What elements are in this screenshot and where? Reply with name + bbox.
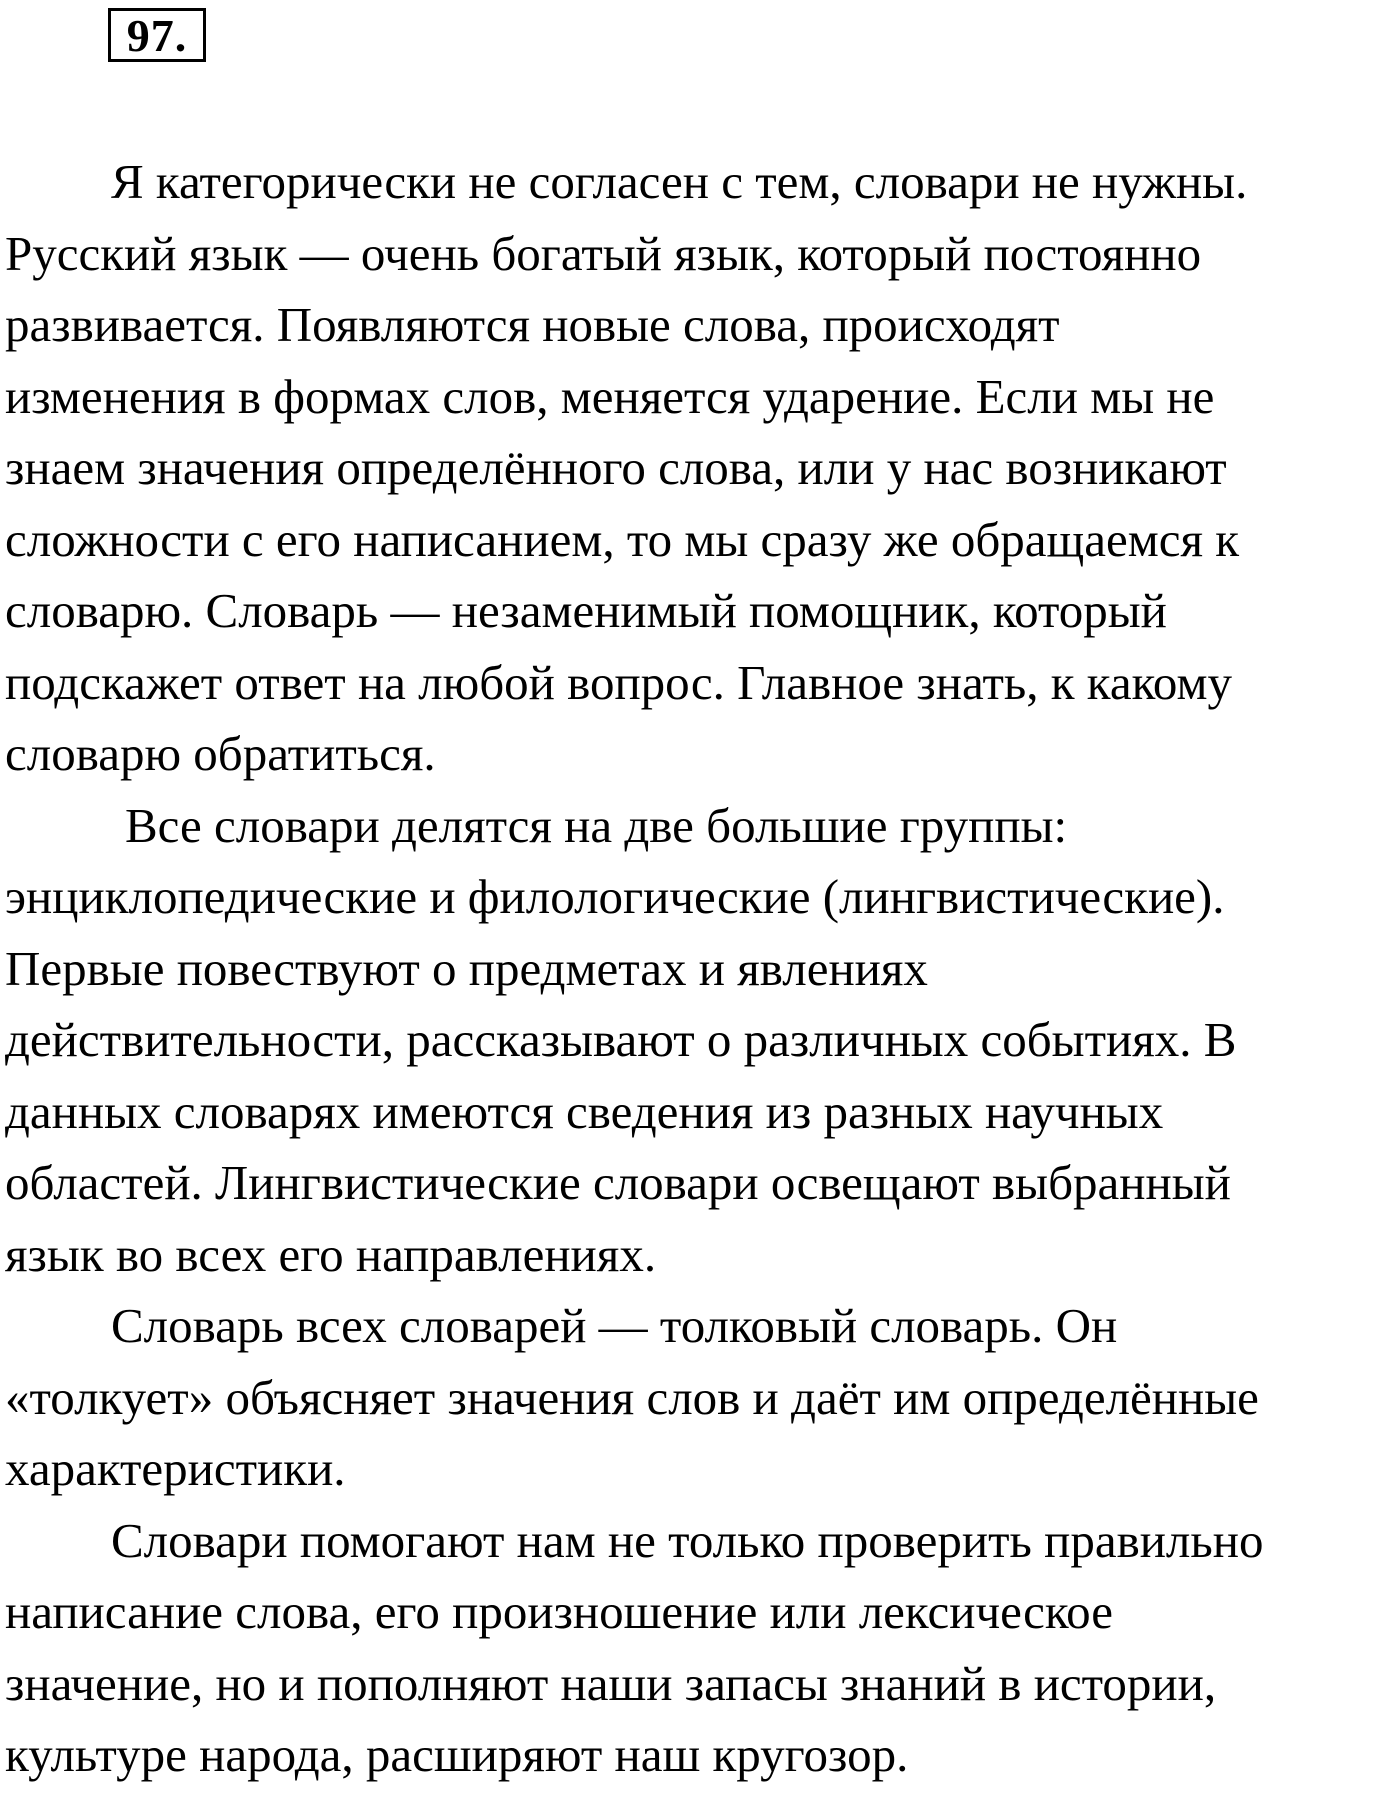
text-line: Я категорически не согласен с тем, словари не нужны. — [111, 154, 1248, 209]
text-line: энциклопедические и филологические (лингвистические). — [5, 869, 1225, 924]
text-line: данных словарях имеются сведения из разных научных — [5, 1083, 1164, 1139]
text-line: «толкует» объясняет значения слов и даёт им определённые — [5, 1369, 1259, 1425]
text-line: Все словари делятся на две большие группы: — [125, 797, 1068, 853]
text-line: подскажет ответ на любой вопрос. Главное знать, к какому — [5, 654, 1233, 710]
text-line: культуре народа, расширяют наш кругозор. — [5, 1727, 909, 1782]
text-line: словарю обратиться. — [5, 726, 436, 781]
text-line: областей. Лингвистические словари освещают выбранный — [5, 1155, 1231, 1210]
essay-text — [5, 146, 1395, 1791]
text-line: Словари помогают нам не только проверить правильно — [111, 1512, 1264, 1568]
text-line: Первые повествуют о предметах и явлениях — [5, 940, 928, 996]
text-line: язык во всех его направлениях. — [5, 1226, 657, 1282]
text-line: значение, но и пополняют наши запасы знаний в истории, — [5, 1655, 1217, 1711]
text-line: действительности, рассказывают о различных событиях. В — [5, 1012, 1237, 1067]
text-line: словарю. Словарь — незаменимый помощник, который — [5, 583, 1167, 638]
text-line: знаем значения определённого слова, или у нас возникают — [5, 440, 1227, 495]
text-line: сложности с его написанием, то мы сразу же обращаемся к — [5, 511, 1240, 567]
exercise-number-box: 97. — [108, 8, 206, 62]
text-line: Русский язык — очень богатый язык, который постоянно — [5, 225, 1202, 281]
text-line: написание слова, его произношение или лексическое — [5, 1584, 1114, 1639]
text-line: характеристики. — [5, 1441, 346, 1496]
text-line: развивается. Появляются новые слова, происходят — [5, 297, 1060, 352]
text-line: изменения в формах слов, меняется ударение. Если мы не — [5, 368, 1215, 424]
text-line: Словарь всех словарей — толковый словарь. Он — [111, 1298, 1118, 1353]
